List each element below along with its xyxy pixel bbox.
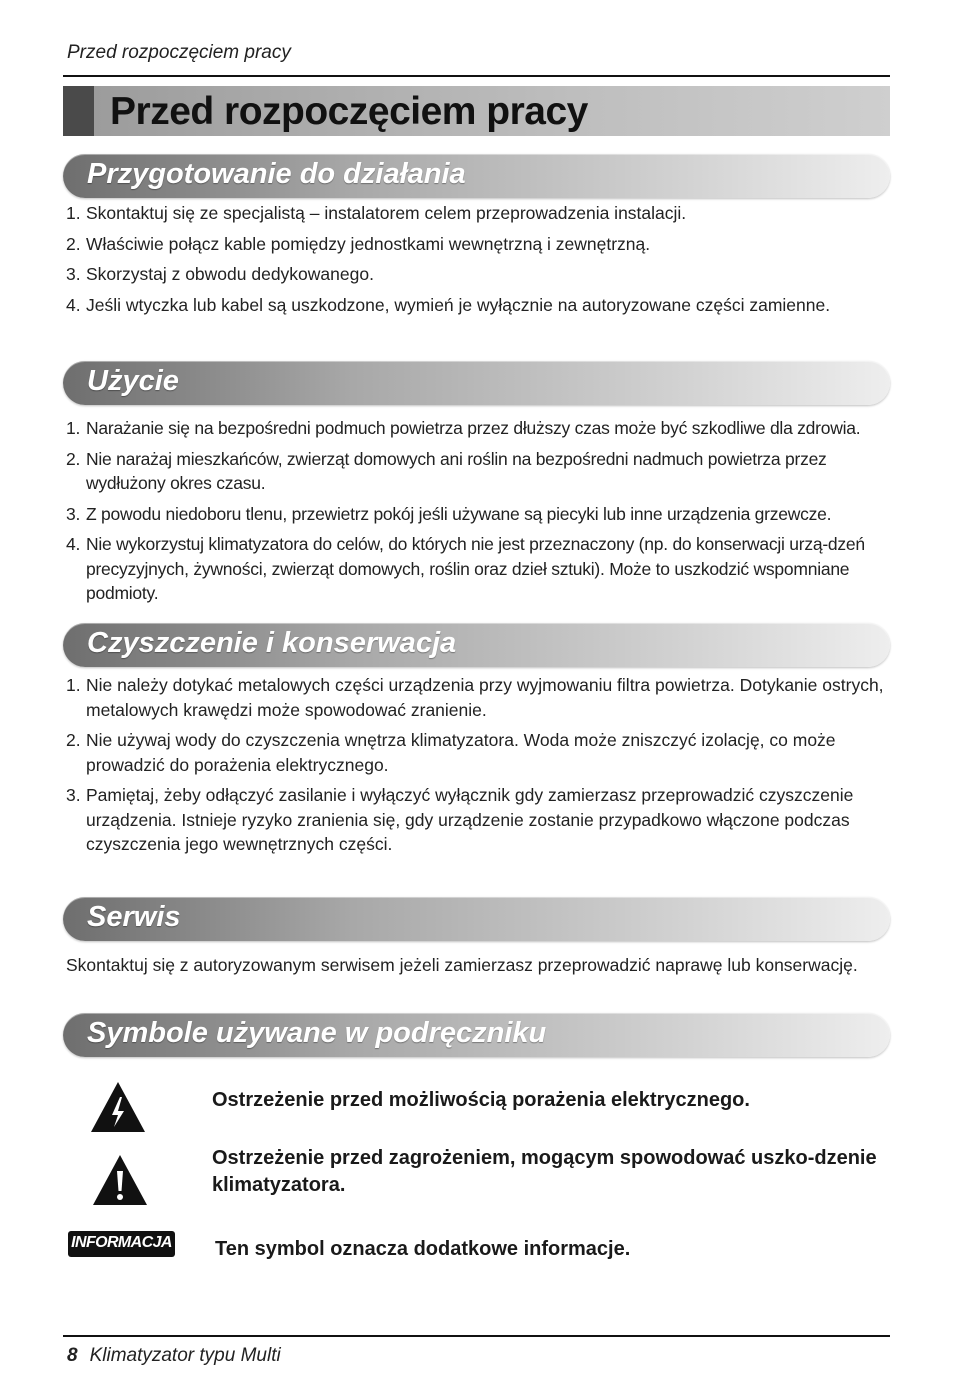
- footer-rule: [63, 1335, 890, 1337]
- prep-list: [66, 201, 891, 317]
- section-title-symbols: Symbole używane w podręczniku: [87, 1017, 547, 1049]
- electric-warning-text: Ostrzeżenie przed możliwością porażenia elektrycznego.: [212, 1089, 750, 1111]
- list-item: 1. Narażanie się na bezpośredni podmuch powietrza przez dłuższy czas może być szkodliwe dla zdrowia.: [66, 418, 861, 438]
- electric-warning-icon: [89, 1080, 147, 1134]
- header-rule: [63, 75, 890, 77]
- list-item: 2. Nie narażaj mieszkańców, zwierząt domowych ani roślin na bezpośredni nadmuch powietrza przez wydłużony okres czasu.: [66, 448, 827, 493]
- page-title: Przed rozpoczęciem pracy: [110, 90, 588, 133]
- list-item: 1. Skontaktuj się ze specjalistą – instalatorem celem przeprowadzenia instalacji.: [66, 203, 687, 223]
- section-header-use: [63, 361, 890, 405]
- page-title-bar: [63, 86, 890, 136]
- page-number: 8: [67, 1345, 78, 1366]
- list-item: 2. Właściwie połącz kable pomiędzy jednostkami wewnętrzną i zewnętrzną.: [66, 233, 651, 254]
- list-item: 4. Jeśli wtyczka lub kabel są uszkodzone, wymień je wyłącznie na autoryzowane części zamienne.: [66, 294, 831, 315]
- page-footer: [67, 1345, 281, 1367]
- info-text: Ten symbol oznacza dodatkowe informacje.: [215, 1238, 631, 1260]
- section-header-prep: [63, 154, 890, 198]
- list-item: 2. Nie używaj wody do czyszczenia wnętrza klimatyzatora. Woda może zniszczyć izolację, co może prowadzić do porażenia elektrycznego.: [66, 730, 836, 775]
- section-title-use: Użycie: [87, 365, 179, 397]
- list-item: 1. Nie należy dotykać metalowych części urządzenia przy wyjmowaniu filtra powietrza. Dotykanie ostrych, metalowych krawędzi może spowodować zranienie.: [66, 675, 884, 720]
- title-accent: [63, 86, 94, 136]
- section-title-cleaning: Czyszczenie i konserwacja: [87, 627, 457, 659]
- section-header-symbols: [63, 1013, 890, 1057]
- list-item: 3. Pamiętaj, żeby odłączyć zasilanie i wyłączyć wyłącznik gdy zamierzasz przeprowadzić czyszczenie urządzenia. Istnieje ryzyko zranienia się, gdy urządzenie zostanie przypadkowo włączone podczas czyszczenia jego wewnętrznych części.: [66, 785, 854, 854]
- list-item: 3. Skorzystaj z obwodu dedykowanego.: [66, 264, 374, 284]
- footer-text: Klimatyzator typu Multi: [89, 1345, 281, 1366]
- list-item: 4. Nie wykorzystuj klimatyzatora do celów, do których nie jest przeznaczony (np. do konserwacji urzą-dzeń precyzyjnych, żywności, zwierząt domowych, roślin oraz dzieł sztuki). Może to uszkodzić wspomniane podmioty.: [66, 534, 865, 603]
- use-list: [66, 416, 891, 606]
- section-title-service: Serwis: [87, 901, 181, 933]
- cleaning-list: [66, 673, 891, 857]
- info-badge-label: INFORMACJA: [71, 1234, 172, 1251]
- info-badge-icon: [68, 1231, 175, 1257]
- service-text: Skontaktuj się z autoryzowanym serwisem jeżeli zamierzasz przeprowadzić naprawę lub konserwację.: [66, 955, 858, 975]
- danger-warning-text: Ostrzeżenie przed zagrożeniem, mogącym spowodować uszko-dzenie klimatyzatora.: [212, 1147, 877, 1196]
- running-header: Przed rozpoczęciem pracy: [67, 42, 291, 63]
- list-item: 3. Z powodu niedoboru tlenu, przewietrz pokój jeśli używane są piecyki lub inne urządzenia grzewcze.: [66, 503, 832, 524]
- section-header-cleaning: [63, 623, 890, 667]
- section-title-prep: Przygotowanie do działania: [87, 158, 466, 190]
- exclamation-warning-icon: [91, 1153, 149, 1207]
- section-header-service: [63, 897, 890, 941]
